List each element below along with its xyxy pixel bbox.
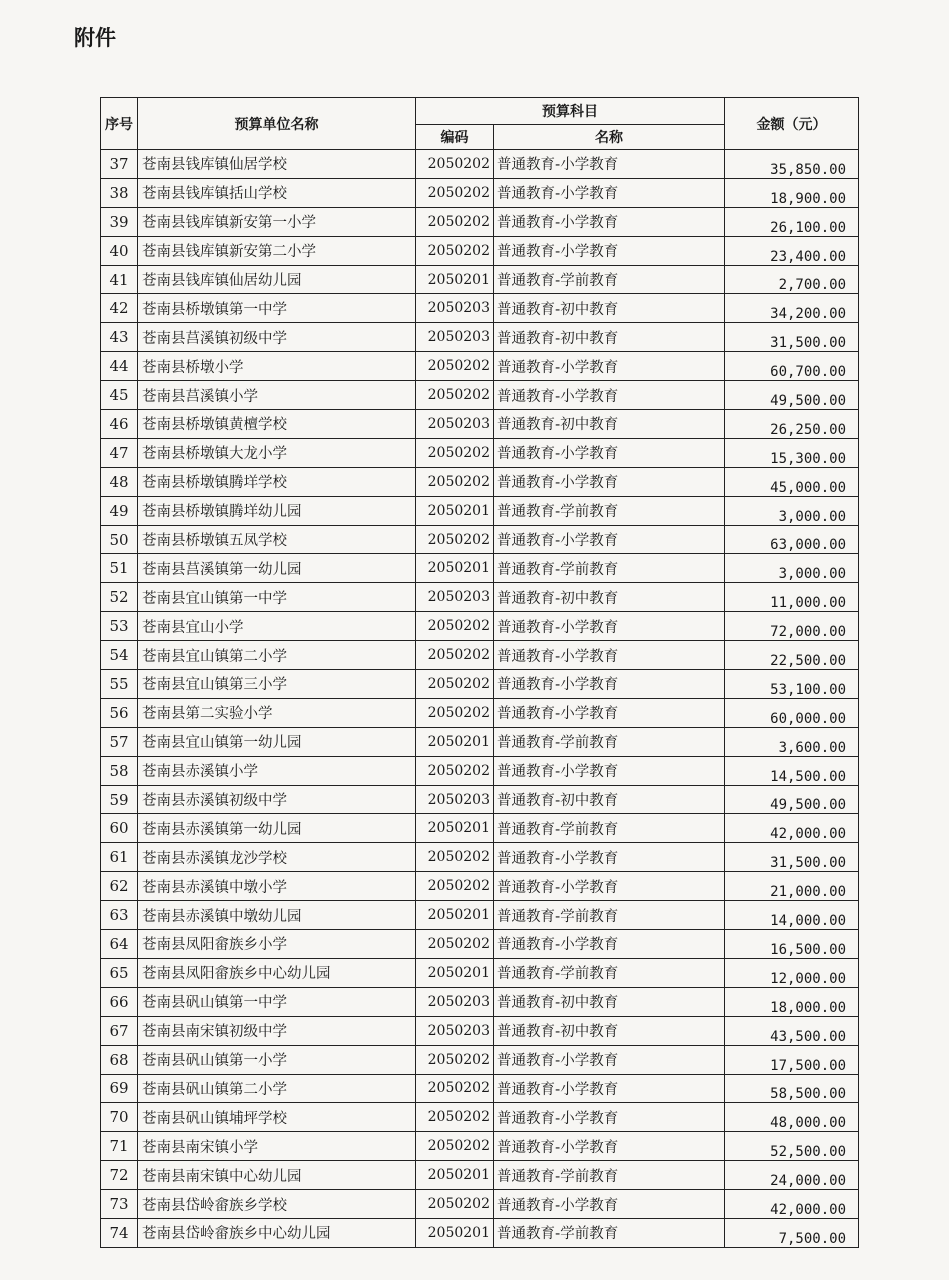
row-amount: 17,500.00	[725, 1045, 859, 1074]
row-unit-name: 苍南县凤阳畲族乡中心幼儿园	[138, 958, 416, 987]
row-unit-name: 苍南县莒溪镇小学	[138, 381, 416, 410]
row-seq: 47	[101, 438, 138, 467]
row-seq: 71	[101, 1132, 138, 1161]
row-subject-name: 普通教育-初中教育	[494, 785, 725, 814]
row-unit-name: 苍南县赤溪镇中墩幼儿园	[138, 901, 416, 930]
row-seq: 51	[101, 554, 138, 583]
row-code: 2050202	[416, 178, 494, 207]
row-amount: 14,000.00	[725, 901, 859, 930]
row-amount: 63,000.00	[725, 525, 859, 554]
row-code: 2050202	[416, 843, 494, 872]
row-amount: 23,400.00	[725, 236, 859, 265]
row-unit-name: 苍南县凤阳畲族乡小学	[138, 930, 416, 959]
row-seq: 48	[101, 467, 138, 496]
row-seq: 38	[101, 178, 138, 207]
row-seq: 58	[101, 756, 138, 785]
row-amount: 49,500.00	[725, 381, 859, 410]
row-subject-name: 普通教育-小学教育	[494, 1045, 725, 1074]
row-code: 2050202	[416, 352, 494, 381]
row-seq: 52	[101, 583, 138, 612]
table-row	[101, 872, 859, 901]
row-code: 2050201	[416, 496, 494, 525]
row-subject-name: 普通教育-学前教育	[494, 814, 725, 843]
row-amount: 24,000.00	[725, 1161, 859, 1190]
row-amount: 26,100.00	[725, 207, 859, 236]
row-seq: 42	[101, 294, 138, 323]
row-amount: 35,850.00	[725, 150, 859, 179]
attachment-label: 附件	[74, 26, 116, 50]
row-unit-name: 苍南县桥墩镇腾垟幼儿园	[138, 496, 416, 525]
row-subject-name: 普通教育-小学教育	[494, 352, 725, 381]
header-seq: 序号	[101, 98, 138, 150]
row-subject-name: 普通教育-小学教育	[494, 670, 725, 699]
header-subject-name: 名称	[494, 125, 725, 150]
table-row	[101, 410, 859, 439]
table-row	[101, 843, 859, 872]
row-amount: 60,000.00	[725, 698, 859, 727]
budget-table	[100, 97, 859, 1248]
row-amount: 31,500.00	[725, 843, 859, 872]
row-amount: 18,900.00	[725, 178, 859, 207]
row-seq: 40	[101, 236, 138, 265]
row-code: 2050202	[416, 150, 494, 179]
row-amount: 26,250.00	[725, 410, 859, 439]
row-seq: 54	[101, 641, 138, 670]
table-row	[101, 901, 859, 930]
row-seq: 65	[101, 958, 138, 987]
row-seq: 73	[101, 1190, 138, 1219]
row-subject-name: 普通教育-小学教育	[494, 930, 725, 959]
row-code: 2050203	[416, 323, 494, 352]
row-code: 2050202	[416, 1074, 494, 1103]
table-row	[101, 1132, 859, 1161]
table-row	[101, 554, 859, 583]
row-seq: 44	[101, 352, 138, 381]
table-row	[101, 438, 859, 467]
row-unit-name: 苍南县赤溪镇小学	[138, 756, 416, 785]
table-row	[101, 1045, 859, 1074]
row-amount: 60,700.00	[725, 352, 859, 381]
row-unit-name: 苍南县钱库镇新安第二小学	[138, 236, 416, 265]
row-unit-name: 苍南县矾山镇第一小学	[138, 1045, 416, 1074]
row-unit-name: 苍南县钱库镇仙居学校	[138, 150, 416, 179]
header-amount: 金额（元）	[725, 98, 859, 150]
row-code: 2050201	[416, 554, 494, 583]
row-amount: 42,000.00	[725, 814, 859, 843]
row-seq: 70	[101, 1103, 138, 1132]
row-code: 2050202	[416, 236, 494, 265]
row-subject-name: 普通教育-小学教育	[494, 641, 725, 670]
row-seq: 67	[101, 1016, 138, 1045]
row-code: 2050201	[416, 727, 494, 756]
row-subject-name: 普通教育-小学教育	[494, 872, 725, 901]
row-subject-name: 普通教育-学前教育	[494, 958, 725, 987]
row-subject-name: 普通教育-小学教育	[494, 843, 725, 872]
table-row	[101, 987, 859, 1016]
row-code: 2050202	[416, 930, 494, 959]
row-code: 2050202	[416, 438, 494, 467]
header-budget-subject: 预算科目	[416, 98, 725, 125]
row-code: 2050201	[416, 1218, 494, 1247]
row-code: 2050203	[416, 987, 494, 1016]
row-subject-name: 普通教育-学前教育	[494, 727, 725, 756]
row-unit-name: 苍南县桥墩镇腾垟学校	[138, 467, 416, 496]
row-seq: 45	[101, 381, 138, 410]
table-row	[101, 265, 859, 294]
row-seq: 57	[101, 727, 138, 756]
row-amount: 45,000.00	[725, 467, 859, 496]
row-unit-name: 苍南县矾山镇第二小学	[138, 1074, 416, 1103]
row-code: 2050201	[416, 265, 494, 294]
table-row	[101, 1190, 859, 1219]
row-seq: 63	[101, 901, 138, 930]
row-subject-name: 普通教育-学前教育	[494, 1161, 725, 1190]
row-seq: 62	[101, 872, 138, 901]
row-unit-name: 苍南县桥墩小学	[138, 352, 416, 381]
table-row	[101, 381, 859, 410]
row-subject-name: 普通教育-初中教育	[494, 583, 725, 612]
row-code: 2050202	[416, 1103, 494, 1132]
table-row	[101, 670, 859, 699]
row-code: 2050201	[416, 901, 494, 930]
row-amount: 3,000.00	[725, 554, 859, 583]
table-row	[101, 814, 859, 843]
header-code: 编码	[416, 125, 494, 150]
row-amount: 3,000.00	[725, 496, 859, 525]
row-seq: 37	[101, 150, 138, 179]
row-amount: 3,600.00	[725, 727, 859, 756]
row-code: 2050202	[416, 756, 494, 785]
row-unit-name: 苍南县钱库镇新安第一小学	[138, 207, 416, 236]
row-code: 2050202	[416, 207, 494, 236]
table-row	[101, 178, 859, 207]
row-amount: 49,500.00	[725, 785, 859, 814]
row-code: 2050203	[416, 1016, 494, 1045]
row-amount: 16,500.00	[725, 930, 859, 959]
row-seq: 64	[101, 930, 138, 959]
row-seq: 53	[101, 612, 138, 641]
row-code: 2050202	[416, 698, 494, 727]
table-row	[101, 727, 859, 756]
table-row	[101, 930, 859, 959]
table-row	[101, 323, 859, 352]
row-unit-name: 苍南县矾山镇埔坪学校	[138, 1103, 416, 1132]
row-amount: 72,000.00	[725, 612, 859, 641]
table-row	[101, 496, 859, 525]
row-amount: 22,500.00	[725, 641, 859, 670]
row-subject-name: 普通教育-小学教育	[494, 756, 725, 785]
row-subject-name: 普通教育-学前教育	[494, 496, 725, 525]
row-code: 2050203	[416, 410, 494, 439]
row-code: 2050202	[416, 467, 494, 496]
table-row	[101, 756, 859, 785]
row-code: 2050202	[416, 1190, 494, 1219]
row-subject-name: 普通教育-学前教育	[494, 554, 725, 583]
row-code: 2050201	[416, 958, 494, 987]
table-row	[101, 294, 859, 323]
row-seq: 72	[101, 1161, 138, 1190]
row-subject-name: 普通教育-小学教育	[494, 150, 725, 179]
table-row	[101, 236, 859, 265]
row-unit-name: 苍南县宜山镇第一中学	[138, 583, 416, 612]
table-row	[101, 1218, 859, 1247]
row-subject-name: 普通教育-小学教育	[494, 438, 725, 467]
row-unit-name: 苍南县南宋镇中心幼儿园	[138, 1161, 416, 1190]
row-subject-name: 普通教育-小学教育	[494, 207, 725, 236]
row-seq: 49	[101, 496, 138, 525]
row-seq: 59	[101, 785, 138, 814]
row-subject-name: 普通教育-小学教育	[494, 698, 725, 727]
table-row	[101, 583, 859, 612]
row-amount: 14,500.00	[725, 756, 859, 785]
row-amount: 34,200.00	[725, 294, 859, 323]
row-seq: 56	[101, 698, 138, 727]
table-row	[101, 150, 859, 179]
table-body	[101, 150, 859, 1248]
row-subject-name: 普通教育-小学教育	[494, 236, 725, 265]
row-amount: 2,700.00	[725, 265, 859, 294]
row-code: 2050202	[416, 612, 494, 641]
row-seq: 66	[101, 987, 138, 1016]
header-unit-name: 预算单位名称	[138, 98, 416, 150]
row-subject-name: 普通教育-初中教育	[494, 987, 725, 1016]
row-seq: 74	[101, 1218, 138, 1247]
row-seq: 41	[101, 265, 138, 294]
row-amount: 12,000.00	[725, 958, 859, 987]
row-unit-name: 苍南县莒溪镇第一幼儿园	[138, 554, 416, 583]
row-amount: 43,500.00	[725, 1016, 859, 1045]
row-subject-name: 普通教育-小学教育	[494, 178, 725, 207]
row-code: 2050203	[416, 785, 494, 814]
row-subject-name: 普通教育-初中教育	[494, 323, 725, 352]
table-row	[101, 352, 859, 381]
row-code: 2050202	[416, 381, 494, 410]
row-amount: 42,000.00	[725, 1190, 859, 1219]
row-unit-name: 苍南县岱岭畲族乡学校	[138, 1190, 416, 1219]
table-row	[101, 698, 859, 727]
row-subject-name: 普通教育-学前教育	[494, 901, 725, 930]
row-code: 2050202	[416, 525, 494, 554]
row-subject-name: 普通教育-小学教育	[494, 1190, 725, 1219]
row-unit-name: 苍南县钱库镇仙居幼儿园	[138, 265, 416, 294]
row-code: 2050203	[416, 583, 494, 612]
row-amount: 48,000.00	[725, 1103, 859, 1132]
row-code: 2050202	[416, 1045, 494, 1074]
row-unit-name: 苍南县矾山镇第一中学	[138, 987, 416, 1016]
row-seq: 69	[101, 1074, 138, 1103]
row-unit-name: 苍南县桥墩镇黄檀学校	[138, 410, 416, 439]
row-amount: 58,500.00	[725, 1074, 859, 1103]
row-unit-name: 苍南县钱库镇括山学校	[138, 178, 416, 207]
row-seq: 46	[101, 410, 138, 439]
row-seq: 68	[101, 1045, 138, 1074]
table-row	[101, 612, 859, 641]
row-amount: 15,300.00	[725, 438, 859, 467]
table-row	[101, 207, 859, 236]
row-amount: 52,500.00	[725, 1132, 859, 1161]
table-row	[101, 785, 859, 814]
row-subject-name: 普通教育-初中教育	[494, 294, 725, 323]
row-subject-name: 普通教育-学前教育	[494, 1218, 725, 1247]
row-unit-name: 苍南县宜山镇第一幼儿园	[138, 727, 416, 756]
row-unit-name: 苍南县桥墩镇第一中学	[138, 294, 416, 323]
row-unit-name: 苍南县南宋镇小学	[138, 1132, 416, 1161]
row-unit-name: 苍南县宜山镇第二小学	[138, 641, 416, 670]
row-amount: 11,000.00	[725, 583, 859, 612]
row-unit-name: 苍南县赤溪镇初级中学	[138, 785, 416, 814]
row-amount: 31,500.00	[725, 323, 859, 352]
table-row	[101, 958, 859, 987]
row-unit-name: 苍南县桥墩镇五凤学校	[138, 525, 416, 554]
row-subject-name: 普通教育-小学教育	[494, 525, 725, 554]
row-subject-name: 普通教育-小学教育	[494, 612, 725, 641]
table-row	[101, 1074, 859, 1103]
row-seq: 61	[101, 843, 138, 872]
table-row	[101, 1103, 859, 1132]
row-amount: 21,000.00	[725, 872, 859, 901]
row-unit-name: 苍南县赤溪镇第一幼儿园	[138, 814, 416, 843]
table-row	[101, 525, 859, 554]
row-code: 2050202	[416, 1132, 494, 1161]
row-subject-name: 普通教育-小学教育	[494, 467, 725, 496]
row-unit-name: 苍南县莒溪镇初级中学	[138, 323, 416, 352]
row-unit-name: 苍南县赤溪镇中墩小学	[138, 872, 416, 901]
row-subject-name: 普通教育-小学教育	[494, 381, 725, 410]
row-seq: 60	[101, 814, 138, 843]
row-amount: 53,100.00	[725, 670, 859, 699]
row-code: 2050202	[416, 641, 494, 670]
table-row	[101, 1161, 859, 1190]
row-unit-name: 苍南县第二实验小学	[138, 698, 416, 727]
table-row	[101, 641, 859, 670]
table-row	[101, 467, 859, 496]
row-seq: 39	[101, 207, 138, 236]
row-unit-name: 苍南县南宋镇初级中学	[138, 1016, 416, 1045]
row-seq: 43	[101, 323, 138, 352]
row-unit-name: 苍南县岱岭畲族乡中心幼儿园	[138, 1218, 416, 1247]
row-unit-name: 苍南县宜山小学	[138, 612, 416, 641]
row-amount: 7,500.00	[725, 1218, 859, 1247]
table-row	[101, 1016, 859, 1045]
row-code: 2050202	[416, 670, 494, 699]
row-subject-name: 普通教育-学前教育	[494, 265, 725, 294]
row-code: 2050201	[416, 1161, 494, 1190]
row-seq: 50	[101, 525, 138, 554]
row-seq: 55	[101, 670, 138, 699]
row-unit-name: 苍南县宜山镇第三小学	[138, 670, 416, 699]
row-code: 2050201	[416, 814, 494, 843]
row-unit-name: 苍南县赤溪镇龙沙学校	[138, 843, 416, 872]
row-subject-name: 普通教育-小学教育	[494, 1074, 725, 1103]
row-subject-name: 普通教育-初中教育	[494, 410, 725, 439]
row-subject-name: 普通教育-初中教育	[494, 1016, 725, 1045]
row-code: 2050203	[416, 294, 494, 323]
row-subject-name: 普通教育-小学教育	[494, 1103, 725, 1132]
row-amount: 18,000.00	[725, 987, 859, 1016]
row-code: 2050202	[416, 872, 494, 901]
row-unit-name: 苍南县桥墩镇大龙小学	[138, 438, 416, 467]
row-subject-name: 普通教育-小学教育	[494, 1132, 725, 1161]
